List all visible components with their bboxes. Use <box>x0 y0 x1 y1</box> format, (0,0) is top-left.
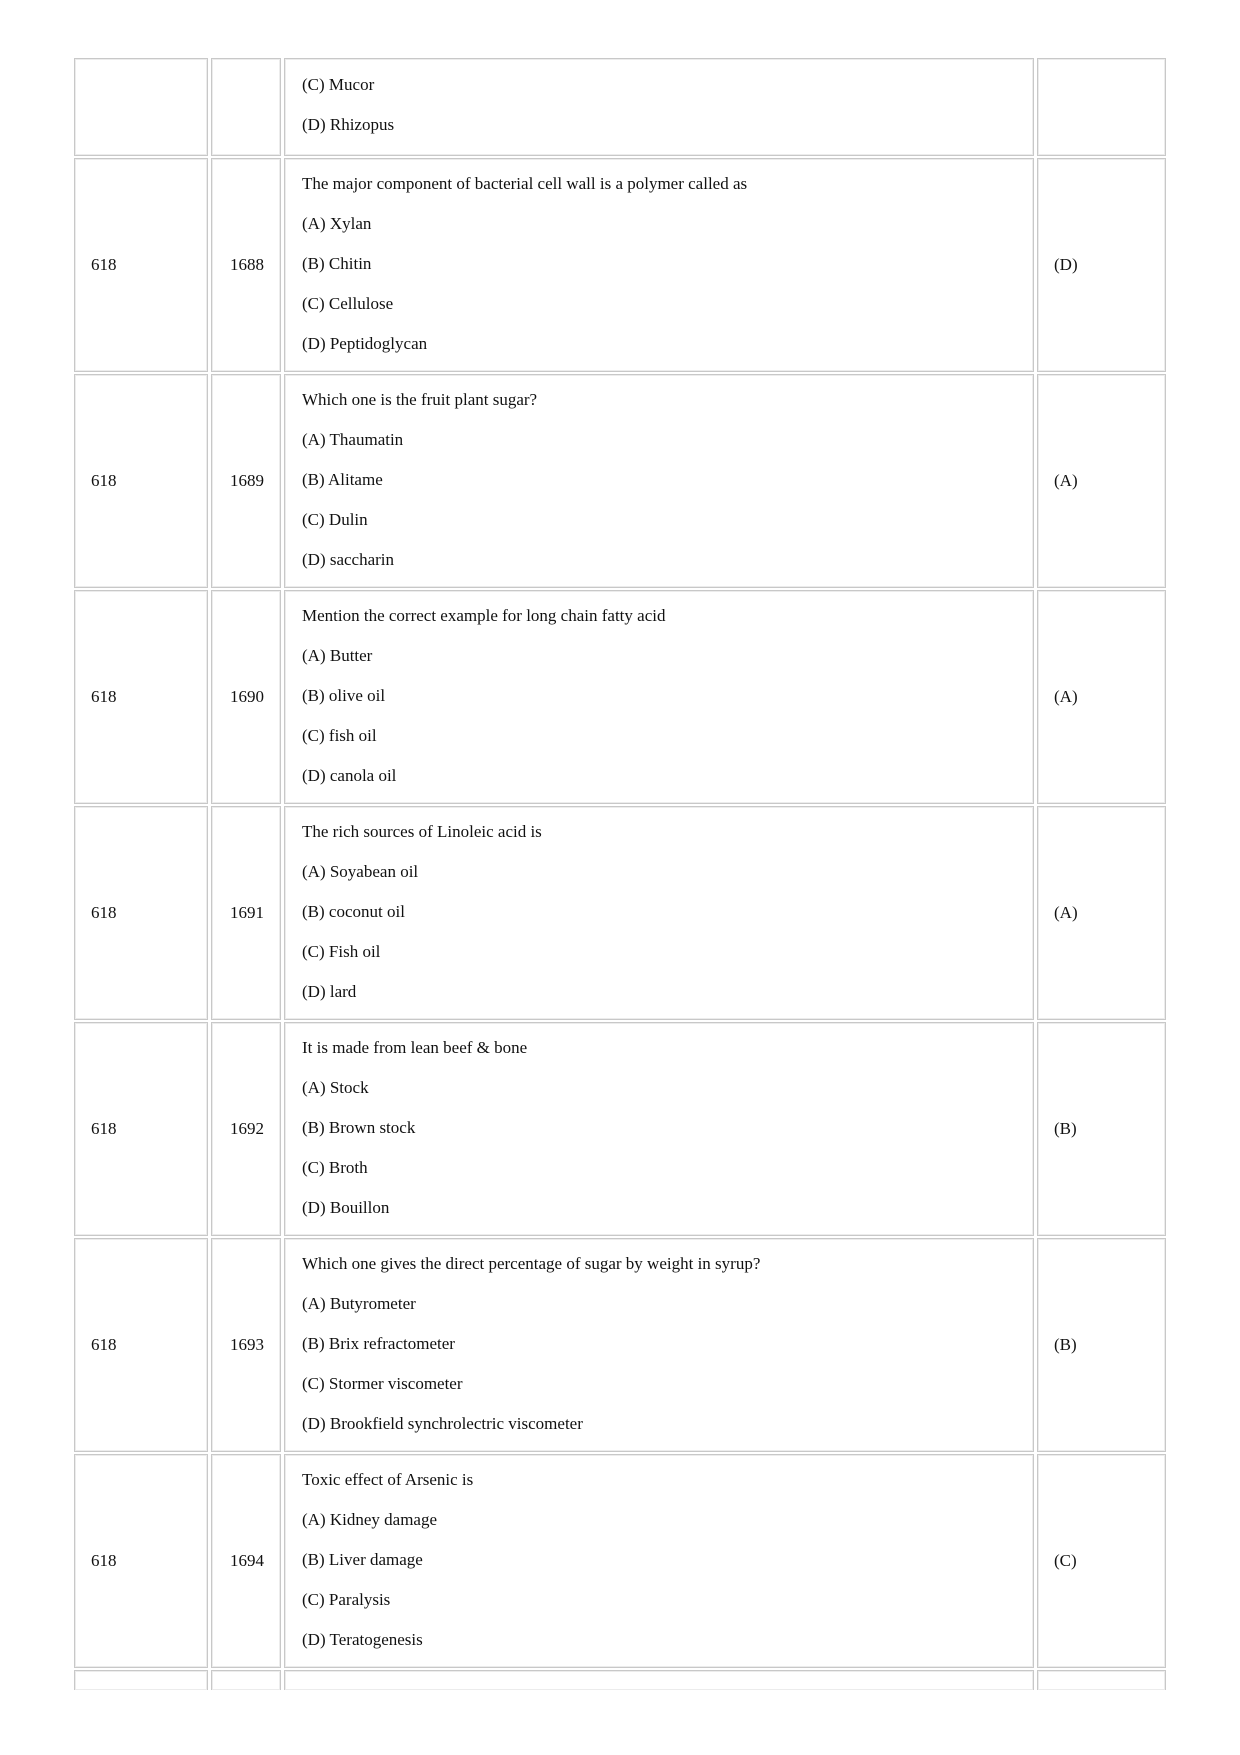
option-text: (D) saccharin <box>302 550 395 569</box>
option-text: (B) Brown stock <box>302 1118 416 1137</box>
option-text: (A) Thaumatin <box>302 430 404 449</box>
option-text: (A) Stock <box>302 1078 369 1097</box>
question-cell <box>284 1454 1034 1668</box>
question-number-cell <box>74 1022 208 1236</box>
question-text: Which one gives the direct percentage of sugar by weight in syrup? <box>302 1254 761 1273</box>
question-cell <box>284 1238 1034 1452</box>
answer-cell <box>1037 374 1166 588</box>
answer-key: (D) <box>1054 255 1078 274</box>
question-block <box>302 602 1023 802</box>
continued-row-cell <box>284 1670 1034 1690</box>
option-text: (A) Butyrometer <box>302 1294 416 1313</box>
option-text: (C) Paralysis <box>302 1590 391 1609</box>
question-number-cell <box>74 806 208 1020</box>
serial-number-cell <box>211 1022 281 1236</box>
question-number: 618 <box>91 1335 117 1354</box>
serial-number-cell <box>211 806 281 1020</box>
question-number-cell <box>74 1454 208 1668</box>
option-text: (D) Rhizopus <box>302 115 395 134</box>
serial-number-cell <box>211 374 281 588</box>
question-number: 618 <box>91 1551 117 1570</box>
question-cell <box>284 806 1034 1020</box>
option-text: (C) Dulin <box>302 510 368 529</box>
question-number-cell <box>74 1238 208 1452</box>
question-number-cell <box>74 374 208 588</box>
answer-cell <box>1037 1238 1166 1452</box>
serial-number: 1692 <box>230 1119 264 1138</box>
question-text: It is made from lean beef & bone <box>302 1038 528 1057</box>
answer-cell <box>1037 1454 1166 1668</box>
answer-key: (A) <box>1054 471 1078 490</box>
answer-key: (B) <box>1054 1335 1077 1354</box>
continued-row-cell <box>211 58 281 156</box>
option-text: (D) lard <box>302 982 357 1001</box>
question-number: 618 <box>91 687 117 706</box>
answer-key: (B) <box>1054 1119 1077 1138</box>
question-block <box>302 1466 1023 1666</box>
question-text: The rich sources of Linoleic acid is <box>302 822 542 841</box>
answer-key: (A) <box>1054 687 1078 706</box>
continued-row-cell <box>211 1670 281 1690</box>
question-number-cell <box>74 590 208 804</box>
serial-number: 1694 <box>230 1551 264 1570</box>
option-text: (A) Soyabean oil <box>302 862 419 881</box>
question-block <box>302 1250 1023 1450</box>
serial-number-cell <box>211 1238 281 1452</box>
option-text: (C) Cellulose <box>302 294 394 313</box>
serial-number: 1690 <box>230 687 264 706</box>
serial-number: 1689 <box>230 471 264 490</box>
answer-cell <box>1037 158 1166 372</box>
option-text: (B) olive oil <box>302 686 386 705</box>
question-block <box>302 818 1023 1018</box>
question-block <box>302 386 1023 586</box>
question-text: The major component of bacterial cell wall is a polymer called as <box>302 174 748 193</box>
question-text: Mention the correct example for long chain fatty acid <box>302 606 666 625</box>
answer-key: (C) <box>1054 1551 1077 1570</box>
option-text: (C) Mucor <box>302 75 375 94</box>
answer-cell <box>1037 1022 1166 1236</box>
question-text: Which one is the fruit plant sugar? <box>302 390 538 409</box>
question-number: 618 <box>91 255 117 274</box>
question-cell <box>284 158 1034 372</box>
serial-number: 1691 <box>230 903 264 922</box>
question-options <box>302 71 1023 151</box>
question-block <box>302 1034 1023 1234</box>
continued-row-cell <box>284 58 1034 156</box>
option-text: (C) Stormer viscometer <box>302 1374 463 1393</box>
option-text: (C) Fish oil <box>302 942 381 961</box>
question-cell <box>284 374 1034 588</box>
option-text: (B) Brix refractometer <box>302 1334 455 1353</box>
continued-row-cell <box>74 1670 208 1690</box>
option-text: (A) Xylan <box>302 214 372 233</box>
answer-cell <box>1037 806 1166 1020</box>
option-text: (D) canola oil <box>302 766 397 785</box>
option-text: (C) Broth <box>302 1158 368 1177</box>
option-text: (B) Liver damage <box>302 1550 423 1569</box>
question-block <box>302 170 1023 370</box>
question-cell <box>284 1022 1034 1236</box>
question-text: Toxic effect of Arsenic is <box>302 1470 474 1489</box>
continued-row-cell <box>1037 58 1166 156</box>
serial-number-cell <box>211 590 281 804</box>
question-number-cell <box>74 158 208 372</box>
option-text: (D) Peptidoglycan <box>302 334 428 353</box>
answer-key: (A) <box>1054 903 1078 922</box>
serial-number: 1693 <box>230 1335 264 1354</box>
question-cell <box>284 590 1034 804</box>
option-text: (C) fish oil <box>302 726 377 745</box>
continued-row-cell <box>1037 1670 1166 1690</box>
option-text: (B) Chitin <box>302 254 372 273</box>
question-number: 618 <box>91 1119 117 1138</box>
question-number: 618 <box>91 471 117 490</box>
answer-cell <box>1037 590 1166 804</box>
option-text: (A) Kidney damage <box>302 1510 438 1529</box>
continued-row-cell <box>74 58 208 156</box>
serial-number-cell <box>211 158 281 372</box>
option-text: (D) Brookfield synchrolectric viscometer <box>302 1414 583 1433</box>
option-text: (D) Teratogenesis <box>302 1630 423 1649</box>
option-text: (B) coconut oil <box>302 902 405 921</box>
option-text: (A) Butter <box>302 646 373 665</box>
option-text: (B) Alitame <box>302 470 383 489</box>
serial-number-cell <box>211 1454 281 1668</box>
option-text: (D) Bouillon <box>302 1198 390 1217</box>
serial-number: 1688 <box>230 255 264 274</box>
question-number: 618 <box>91 903 117 922</box>
